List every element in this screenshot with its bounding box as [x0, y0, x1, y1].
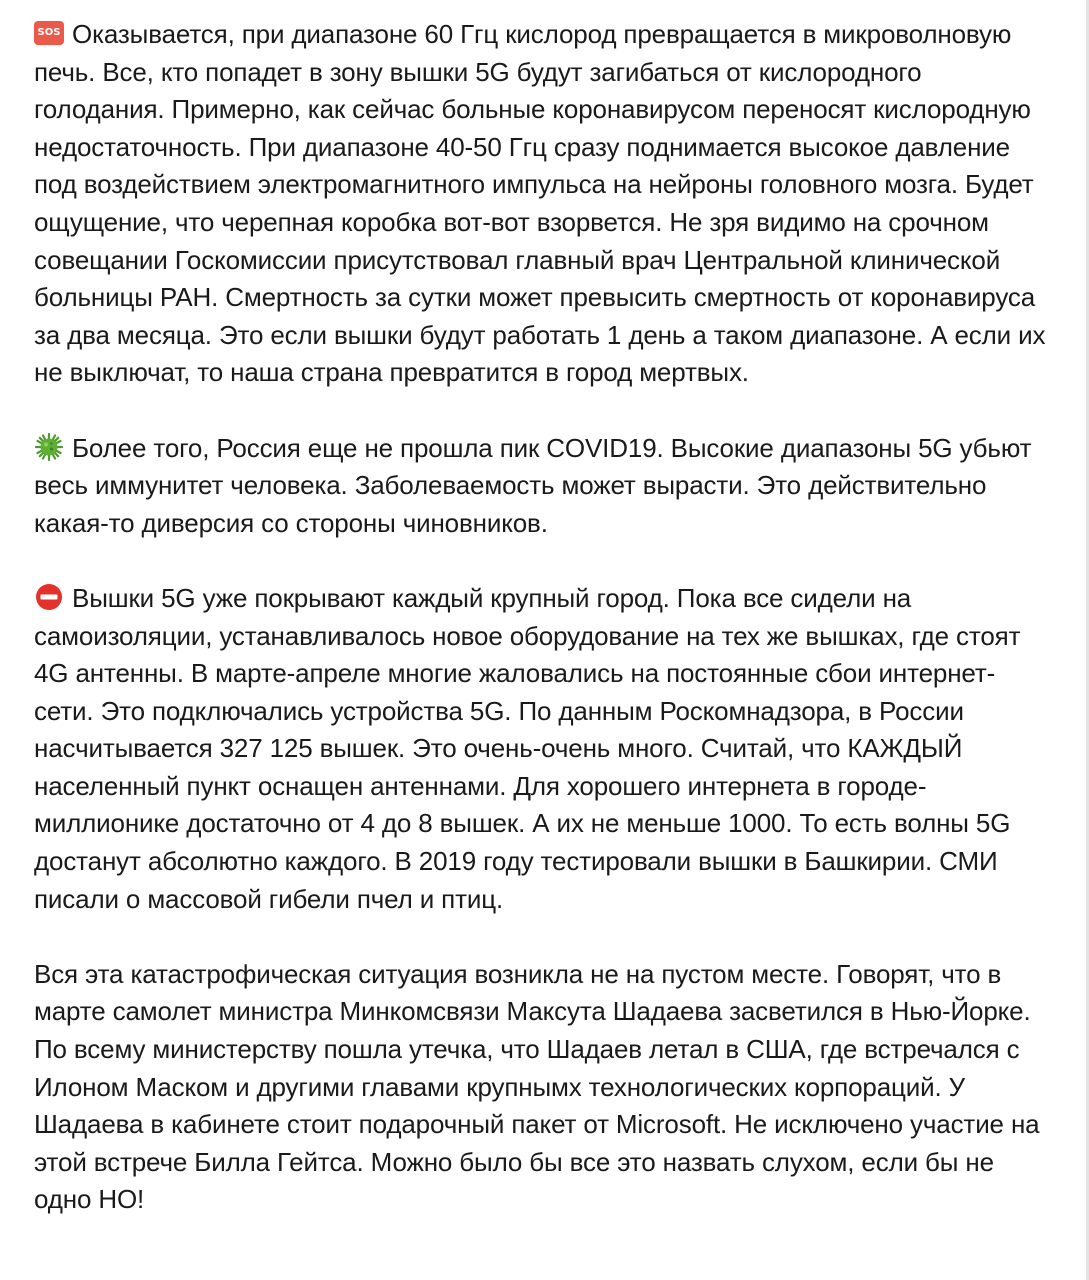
- paragraph-3: [34, 580, 1052, 918]
- paragraph-1: [34, 16, 1052, 392]
- paragraph-text: Оказывается, при диапазоне 60 Ггц кислород превращается в микроволновую печь. Все, кто попадет в зону вышки 5G будут загибаться от кислородного голодания. Примерно, как сейчас больные коронавирусом переносят кислородную недостаточность. При диапазоне 40-50 Ггц сразу поднимается высокое давление под воздействием электромагнитного импульса на нейроны головного мозга. Будет ощущение, что черепная коробка вот-вот взорвется. Не зря видимо на срочном совещании Госкомиссии присутствовал главный врач Центральной клинической больницы РАН. Смертность за сутки может превысить смертность от коронавируса за два месяца. Это если вышки будут работать 1 день а таком диапазоне. А если их не выключат, то наша страна превратится в город мертвых.: [34, 19, 1046, 388]
- sos-icon-label: SOS: [34, 21, 64, 45]
- paragraph-2: [34, 430, 1052, 543]
- microbe-icon: [34, 432, 64, 462]
- message-body: [34, 16, 1052, 1257]
- no-entry-icon: [34, 582, 64, 612]
- paragraph-4: [34, 956, 1052, 1219]
- paragraph-text: Вышки 5G уже покрывают каждый крупный город. Пока все сидели на самоизоляции, устанавливалось новое оборудование на тех же вышках, где стоят 4G антенны. В марте-апреле многие жаловались на постоянные сбои интернет-сети. Это подключались устройства 5G. По данным Роскомнадзора, в России насчитывается 327 125 вышек. Это очень-очень много. Считай, что КАЖДЫЙ населенный пункт оснащен антеннами. Для хорошего интернета в городе-миллионике достаточно от 4 до 8 вышек. А их не меньше 1000. То есть волны 5G достанут абсолютно каждого. В 2019 году тестировали вышки в Башкирии. СМИ писали о массовой гибели пчел и птиц.: [34, 582, 1021, 914]
- paragraph-text: Вся эта катастрофическая ситуация возникла не на пустом месте. Говорят, что в марте самолет министра Минкомсвязи Максута Шадаева засветился в Нью-Йорке. По всему министерству пошла утечка, что Шадаев летал в США, где встречался с Илоном Маском и другими главами крупнымх технологических корпораций. У Шадаева в кабинете стоит подарочный пакет от Microsoft. Не исключено участие на этой встрече Билла Гейтса. Можно было бы все это назвать слухом, если бы не одно НО!: [34, 958, 1040, 1215]
- sos-icon: [34, 18, 64, 48]
- paragraph-text: Более того, Россия еще не прошла пик COVID19. Высокие диапазоны 5G убьют весь иммунитет человека. Заболеваемость может вырасти. Это действительно какая-то диверсия со стороны чиновников.: [34, 432, 1032, 538]
